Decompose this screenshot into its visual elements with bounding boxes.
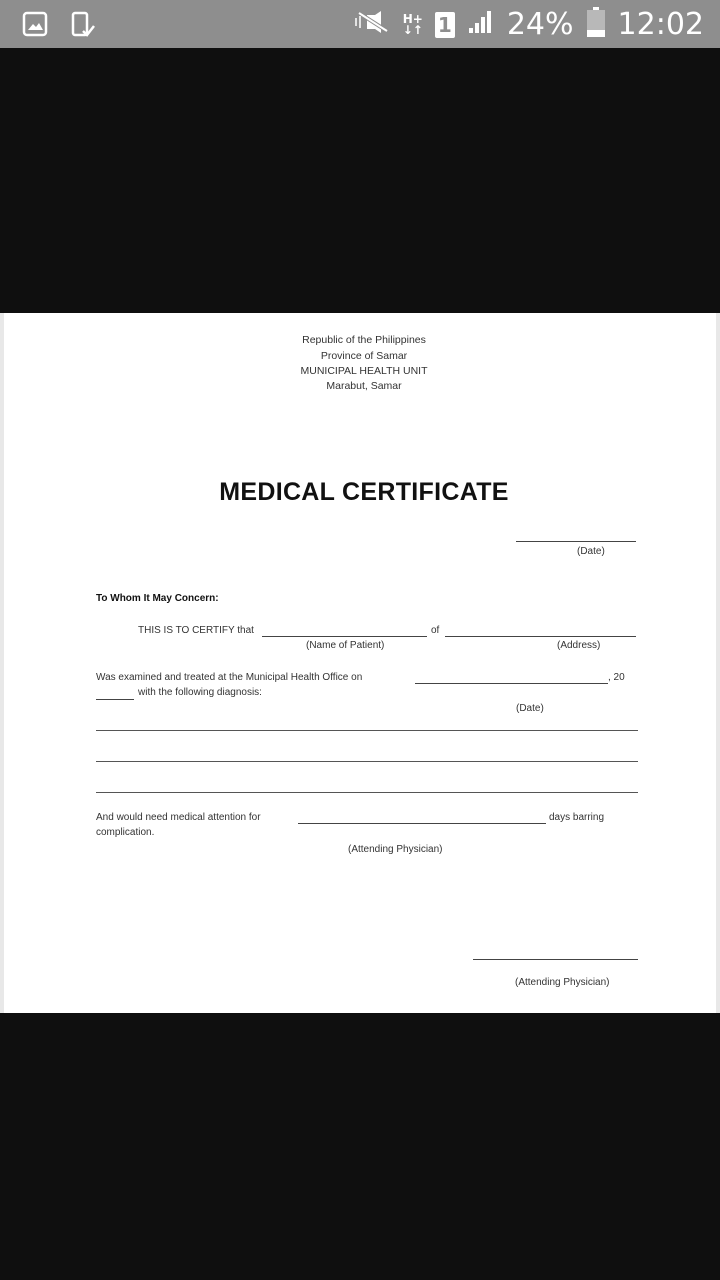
- certify-text: THIS IS TO CERTIFY that: [138, 625, 254, 636]
- diagnosis-line-2: [96, 761, 638, 762]
- patient-name-line: [262, 636, 427, 637]
- attending-physician-caption-middle: (Attending Physician): [348, 844, 443, 855]
- header-line-republic: Republic of the Philippines: [302, 334, 426, 346]
- date-caption: (Date): [577, 546, 605, 557]
- battery-percent: 24%: [506, 7, 574, 42]
- name-of-patient-caption: (Name of Patient): [306, 640, 385, 651]
- diagnosis-line-3: [96, 792, 638, 793]
- date-signature-line: [516, 541, 636, 542]
- network-type-indicator: H+ ↓↑: [402, 11, 423, 37]
- diagnosis-text: with the following diagnosis:: [138, 687, 262, 698]
- status-bar: [0, 0, 720, 48]
- sim-slot-indicator: 1: [435, 12, 455, 38]
- address-line: [445, 636, 636, 637]
- complication-text: complication.: [96, 827, 155, 838]
- header-line-province: Province of Samar: [320, 350, 408, 362]
- examined-text: Was examined and treated at the Municipal Health Office on: [96, 672, 363, 683]
- mute-icon: [353, 9, 391, 40]
- salutation: To Whom It May Concern:: [96, 593, 219, 604]
- attending-physician-caption: (Attending Physician): [515, 977, 610, 988]
- header-line-town: Marabut, Samar: [326, 380, 402, 392]
- diagnosis-line-1: [96, 730, 638, 731]
- certificate-document: [0, 313, 720, 1013]
- days-barring-text: days barring: [549, 812, 605, 823]
- days-line: [298, 823, 546, 824]
- year-prefix: , 20: [608, 672, 625, 683]
- certificate-title: MEDICAL CERTIFICATE: [219, 478, 509, 506]
- device-check-notification-icon: [70, 11, 96, 44]
- header-line-unit: MUNICIPAL HEALTH UNIT: [300, 365, 428, 377]
- clock: 12:02: [617, 7, 704, 42]
- exam-date-line: [415, 683, 608, 684]
- of-text: of: [431, 625, 440, 636]
- exam-date-caption: (Date): [516, 703, 544, 714]
- gallery-notification-icon: [22, 11, 48, 44]
- network-type-label: H+: [402, 11, 423, 26]
- address-caption: (Address): [557, 640, 601, 651]
- battery-icon: [586, 6, 606, 43]
- signal-strength-icon: [467, 10, 495, 39]
- attention-text: And would need medical attention for: [96, 812, 261, 823]
- physician-signature-line: [473, 959, 638, 960]
- year-line: [96, 699, 134, 700]
